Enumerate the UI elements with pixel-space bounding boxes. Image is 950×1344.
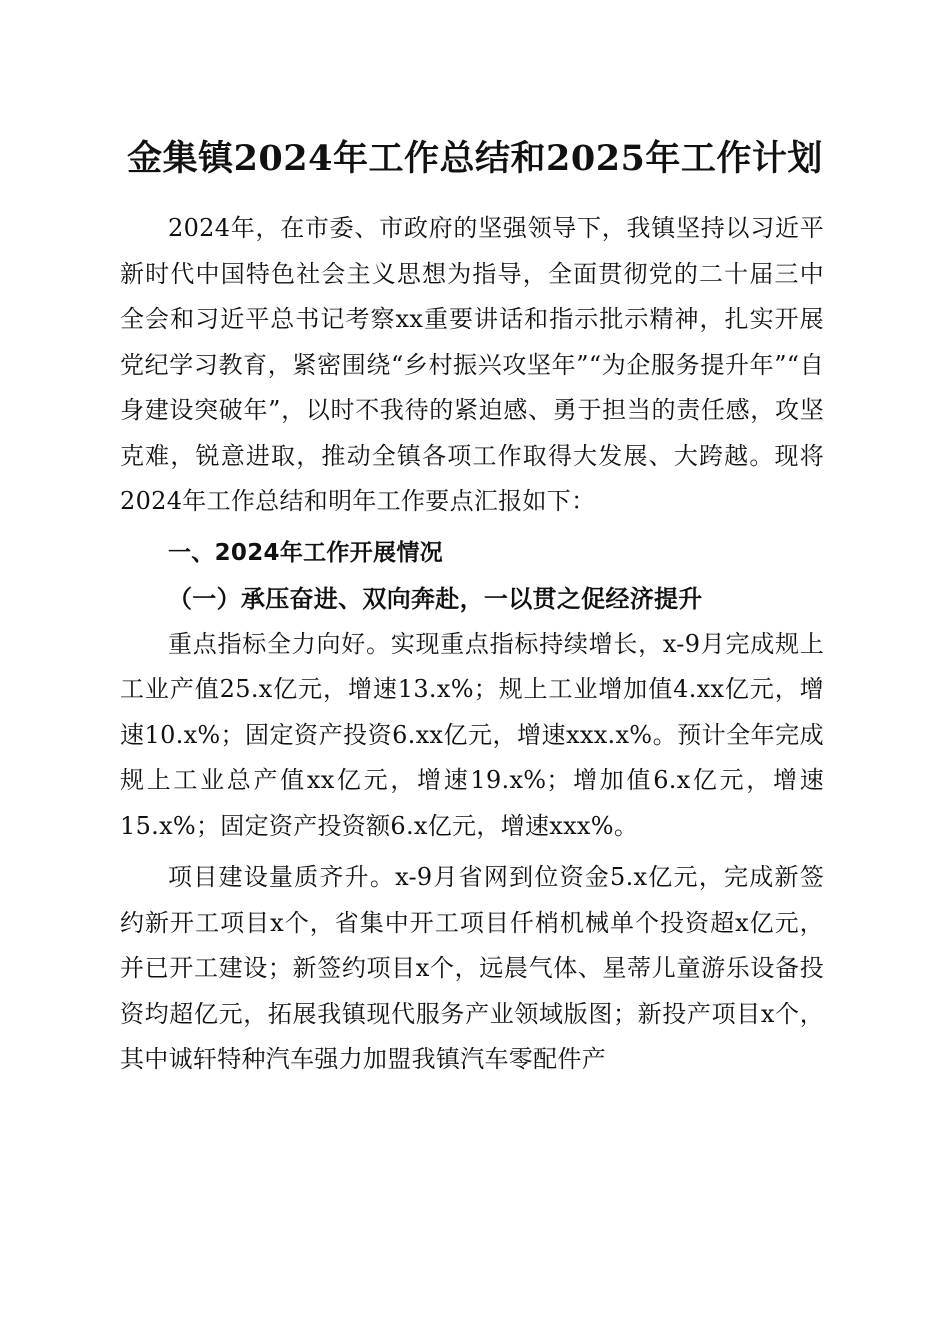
projects-paragraph: 项目建设量质齐升。x-9月省网到位资金5.x亿元，完成新签约新开工项目x个，省集中开工项目仟梢机械单个投资超x亿元，并已开工建设；新签约项目x个，远晨气体、星蒂儿童游乐设备投资均超亿元，拓展我镇现代服务产业领域版图；新投产项目x个，其中诚轩特种汽车强力加盟我镇汽车零配件产	[120, 863, 824, 1073]
intro-paragraph: 2024年，在市委、市政府的坚强领导下，我镇坚持以习近平新时代中国特色社会主义思想为指导，全面贯彻党的二十届三中全会和习近平总书记考察xx重要讲话和指示批示精神，扎实开展党纪学习教育，紧密围绕“乡村振兴攻坚年”“为企服务提升年”“自身建设突破年”，以时不我待的紧迫感、勇于担当的责任感，攻坚克难，锐意进取，推动全镇各项工作取得大发展、大跨越。现将2024年工作总结和明年工作要点汇报如下：	[120, 214, 824, 515]
indicators-paragraph: 重点指标全力向好。实现重点指标持续增长，x-9月完成规上工业产值25.x亿元，增速13.x%；规上工业增加值4.xx亿元，增速10.x%；固定资产投资6.xx亿元，增速xxx.x%。预计全年完成规上工业总产值xx亿元，增速19.x%；增加值6.x亿元，增速15.x%；固定资产投资额6.x亿元，增速xxx%。	[120, 629, 824, 840]
subsection-heading: （一）承压奋进、双向奔赴，一以贯之促经济提升	[168, 584, 703, 613]
document-body	[120, 206, 824, 1083]
section-heading: 一、2024年工作开展情况	[168, 539, 443, 566]
document-title: 金集镇2024年工作总结和2025年工作计划	[127, 138, 823, 179]
